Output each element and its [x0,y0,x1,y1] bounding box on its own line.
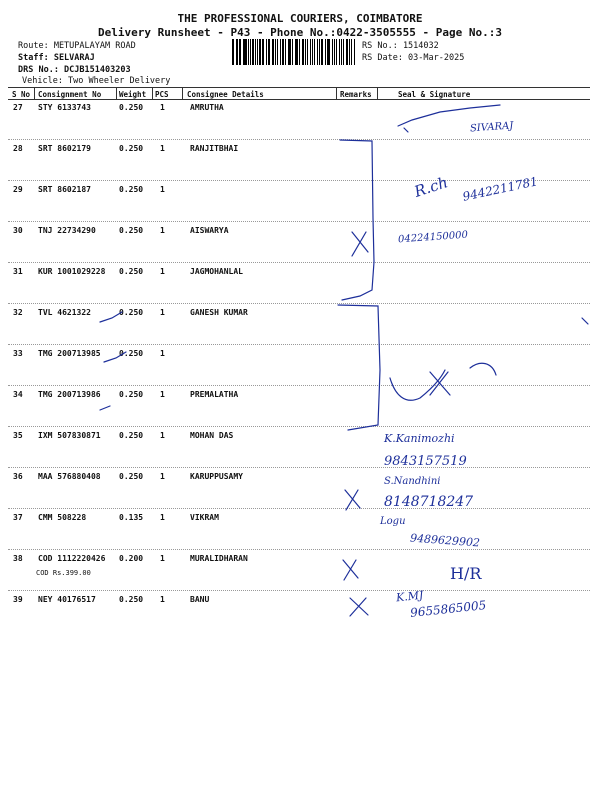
row-pcs: 1 [160,513,165,522]
col-header-consignment: Consignment No [38,90,102,99]
handwritten-phone: 04224150000 [397,229,469,246]
row-weight: 0.250 [119,595,144,604]
row-sno: 32 [13,308,23,317]
row-weight: 0.250 [119,144,144,153]
row-sno: 29 [13,185,23,194]
row-weight: 0.250 [119,349,144,358]
row-pcs: 1 [160,390,165,399]
signature-stroke [430,372,450,395]
row-sno: 36 [13,472,23,481]
row-pcs: 1 [160,103,165,112]
row-consignment-no: TMG 200713986 [38,390,101,399]
row-sno: 27 [13,103,23,112]
col-header-sno: S No [12,90,31,99]
row-sno: 39 [13,595,23,604]
handwritten-remark: H/R [450,564,482,583]
row-consignee: PREMALATHA [190,390,239,399]
drs-number: DRS No.: DCJB151403203 [18,65,131,75]
handwritten-phone: 9655865005 [409,598,487,620]
row-weight: 0.250 [119,185,144,194]
col-header-pcs: PCS [155,90,169,99]
row-consignment-no: TMG 200713985 [38,349,101,358]
cross-mark [343,560,358,580]
tick-mark [100,406,110,410]
row-consignee: AISWARYA [190,226,229,235]
row-consignment-no: NEY 40176517 [38,595,96,604]
row-pcs: 1 [160,267,165,276]
row-sno: 30 [13,226,23,235]
handwritten-signature: Logu [380,516,406,527]
row-pcs: 1 [160,349,165,358]
handwritten-signature: SIVARAJ [469,120,514,135]
row-weight: 0.250 [119,472,144,481]
handwritten-signature: K.MJ [395,588,424,605]
row-weight: 0.250 [119,267,144,276]
row-weight: 0.135 [119,513,144,522]
row-weight: 0.250 [119,226,144,235]
col-header-weight: Weight [119,90,147,99]
handwritten-phone: 8148718247 [384,494,474,510]
staff-label: Staff: SELVARAJ [18,53,95,63]
row-sno: 37 [13,513,23,522]
row-weight: 0.250 [119,308,144,317]
cross-mark [352,232,368,256]
col-header-consignee: Consignee Details [187,90,264,99]
tick-mark [104,352,126,362]
row-pcs: 1 [160,472,165,481]
row-consignee: BANU [190,595,210,604]
col-header-seal: Seal & Signature [398,90,471,99]
row-consignment-no: STY 6133743 [38,103,91,112]
row-consignee: MURALIDHARAN [190,554,248,563]
rs-date: RS Date: 03-Mar-2025 [362,53,465,63]
handwritten-phone: 9442211781 [461,174,539,204]
row-weight: 0.250 [119,103,144,112]
row-consignment-no: KUR 1001029228 [38,267,106,276]
row-consignment-no: SRT 8602179 [38,144,91,153]
runsheet-subtitle: Delivery Runsheet - P43 - Phone No.:0422-3505555 - Page No.:3 [98,26,502,39]
handwritten-signature: R.ch [412,173,451,201]
handwritten-phone: 9843157519 [384,454,467,469]
cross-mark [345,490,360,510]
signature-stroke [390,370,445,400]
cross-mark [350,598,368,616]
signature-stroke [470,363,496,375]
row-sno: 28 [13,144,23,153]
row-consignment-no: SRT 8602187 [38,185,91,194]
row-consignee: VIKRAM [190,513,219,522]
row-consignment-no: COD 1112220426 [38,554,106,563]
handwritten-signature: K.Kanimozhi [384,432,455,445]
row-pcs: 1 [160,308,165,317]
row-consignee: JAGMOHANLAL [190,267,243,276]
vehicle-label: Vehicle: Two Wheeler Delivery [22,76,171,86]
bracket-mark [338,305,380,430]
bracket-mark [340,140,374,300]
handwritten-phone: 9489629902 [409,531,481,550]
col-header-remarks: Remarks [340,90,372,99]
row-pcs: 1 [160,431,165,440]
row-consignee: GANESH KUMAR [190,308,248,317]
row-cod-amount: COD Rs.399.00 [36,569,91,577]
tick-mark [100,312,122,322]
rs-number: RS No.: 1514032 [362,41,439,51]
row-weight: 0.250 [119,431,144,440]
row-pcs: 1 [160,226,165,235]
row-weight: 0.250 [119,390,144,399]
row-consignee: KARUPPUSAMY [190,472,243,481]
row-consignee: RANJITBHAI [190,144,239,153]
row-sno: 33 [13,349,23,358]
row-pcs: 1 [160,595,165,604]
row-sno: 34 [13,390,23,399]
handwritten-signature: S.Nandhini [384,476,441,487]
row-pcs: 1 [160,185,165,194]
row-consignee: MOHAN DAS [190,431,234,440]
route-label: Route: METUPALAYAM ROAD [18,41,136,51]
row-pcs: 1 [160,144,165,153]
row-consignment-no: TVL 4621322 [38,308,91,317]
row-consignment-no: CMM 508228 [38,513,87,522]
signature-stroke [404,128,408,132]
row-sno: 35 [13,431,23,440]
company-title: THE PROFESSIONAL COURIERS, COIMBATORE [177,12,423,25]
margin-mark [582,318,588,324]
row-consignee: AMRUTHA [190,103,224,112]
row-sno: 31 [13,267,23,276]
row-sno: 38 [13,554,23,563]
row-weight: 0.200 [119,554,144,563]
row-consignment-no: MAA 576880408 [38,472,101,481]
row-pcs: 1 [160,554,165,563]
row-consignment-no: TNJ 22734290 [38,226,96,235]
row-consignment-no: IXM 507830871 [38,431,101,440]
